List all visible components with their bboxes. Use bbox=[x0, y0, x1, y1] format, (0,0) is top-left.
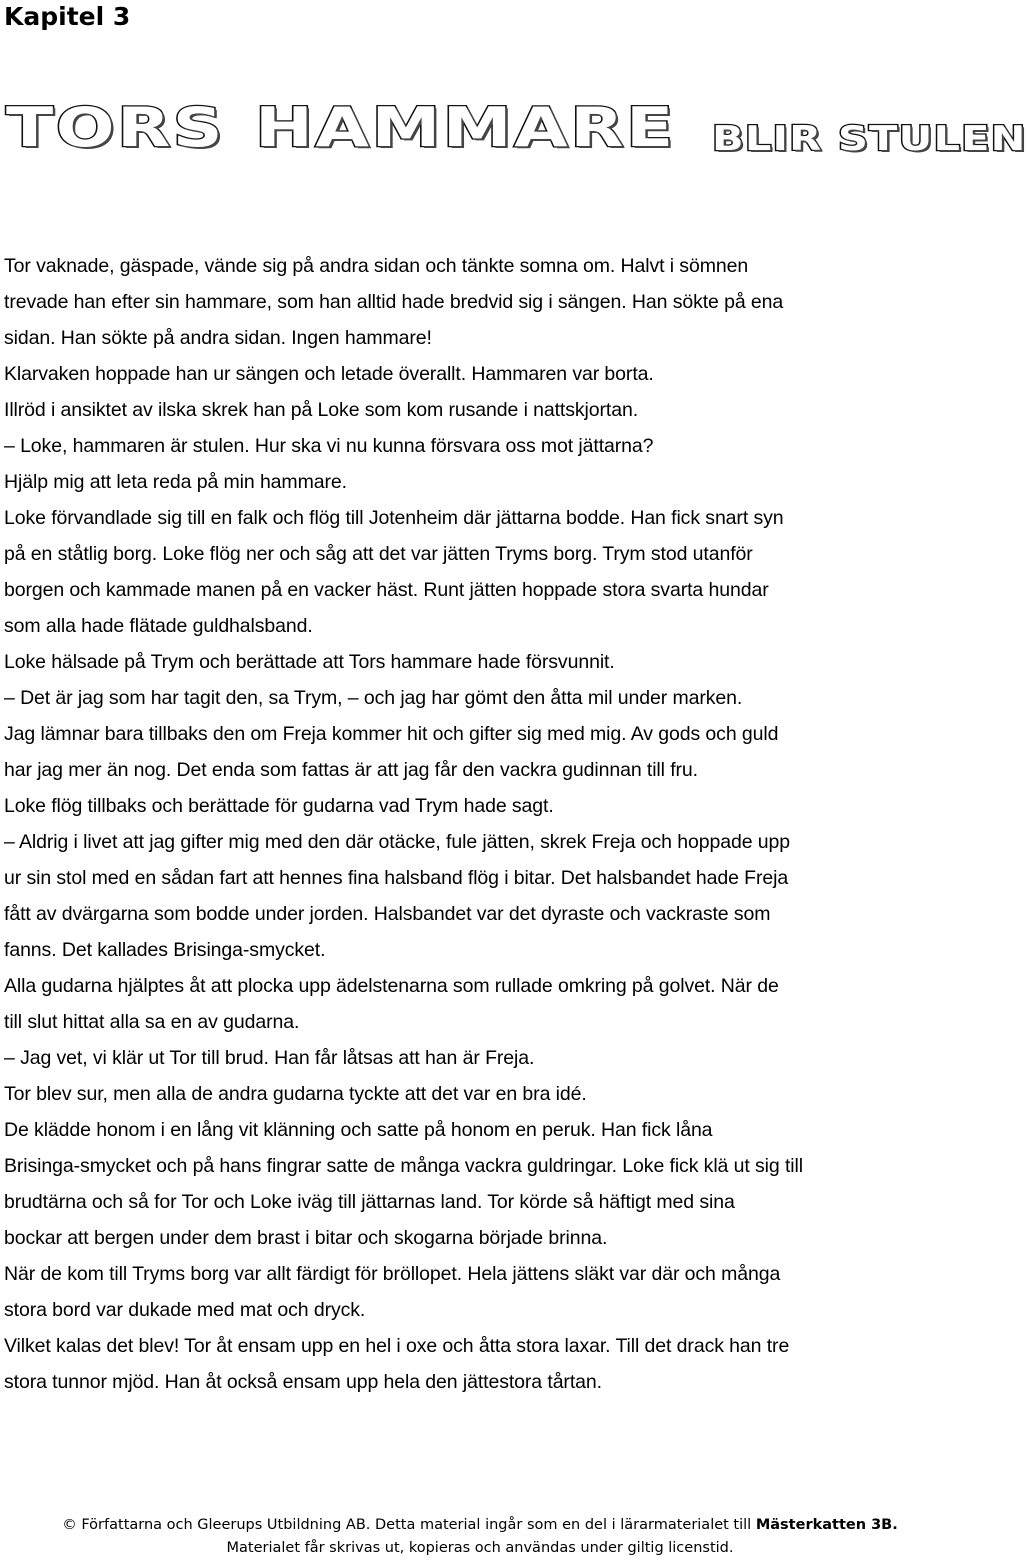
footer-copyright-text: © Författarna och Gleerups Utbildning AB. Detta material ingår som en del i lärarmaterialet till bbox=[62, 1517, 756, 1533]
story-title bbox=[6, 96, 1027, 176]
text-line: har jag mer än nog. Det enda som fattas är att jag får den vackra gudinnan till fru. bbox=[4, 759, 698, 781]
text-line: som alla hade flätade guldhalsband. bbox=[4, 615, 313, 637]
text-line: – Jag vet, vi klär ut Tor till brud. Han får låtsas att han är Freja. bbox=[4, 1047, 535, 1069]
text-line: Vilket kalas det blev! Tor åt ensam upp en hel i oxe och åtta stora laxar. Till det drack han tre bbox=[4, 1335, 790, 1357]
footer-line-2: Materialet får skrivas ut, kopieras och användas under giltig licenstid. bbox=[226, 1540, 734, 1556]
text-line: fanns. Det kallades Brisinga-smycket. bbox=[4, 939, 326, 961]
text-line: Klarvaken hoppade han ur sängen och letade överallt. Hammaren var borta. bbox=[4, 363, 654, 385]
title-word-tors: TORS bbox=[6, 96, 226, 159]
chapter-heading: Kapitel 3 bbox=[4, 2, 131, 31]
text-line: stora tunnor mjöd. Han åt också ensam upp hela den jättestora tårtan. bbox=[4, 1371, 602, 1393]
text-line: – Aldrig i livet att jag gifter mig med den där otäcke, fule jätten, skrek Freja och hoppade upp bbox=[4, 831, 791, 853]
text-line: sidan. Han sökte på andra sidan. Ingen hammare! bbox=[4, 327, 432, 349]
footer-product-name: Mästerkatten 3B. bbox=[755, 1517, 898, 1533]
text-line: Loke flög tillbaks och berättade för gudarna vad Trym hade sagt. bbox=[4, 795, 554, 817]
text-line: Alla gudarna hjälptes åt att plocka upp ädelstenarna som rullade omkring på golvet. När de bbox=[4, 975, 779, 997]
text-line: ur sin stol med en sådan fart att hennes fina halsband flög i bitar. Det halsbandet hade Freja bbox=[4, 867, 789, 889]
text-line: När de kom till Tryms borg var allt färdigt för bröllopet. Hela jättens släkt var där och många bbox=[4, 1263, 781, 1285]
text-line: brudtärna och så for Tor och Loke iväg till jättarnas land. Tor körde så häftigt med sina bbox=[4, 1191, 735, 1213]
title-subtitle: BLIR STULEN bbox=[711, 119, 1027, 159]
text-line: fått av dvärgarna som bodde under jorden. Halsbandet var det dyraste och vackraste som bbox=[4, 903, 771, 925]
story-body bbox=[4, 248, 956, 1400]
text-line: Brisinga-smycket och på hans fingrar satte de många vackra guldringar. Loke fick klä ut sig till bbox=[4, 1155, 803, 1177]
text-line: Jag lämnar bara tillbaks den om Freja kommer hit och gifter sig med mig. Av gods och guld bbox=[4, 723, 779, 745]
copyright-footer bbox=[0, 1514, 960, 1560]
text-line: Tor vaknade, gäspade, vände sig på andra sidan och tänkte somna om. Halvt i sömnen bbox=[4, 255, 749, 277]
text-line: borgen och kammade manen på en vacker häst. Runt jätten hoppade stora svarta hundar bbox=[4, 579, 769, 601]
text-line: – Loke, hammaren är stulen. Hur ska vi nu kunna försvara oss mot jättarna? bbox=[4, 435, 654, 457]
text-line: stora bord var dukade med mat och dryck. bbox=[4, 1299, 366, 1321]
text-line: till slut hittat alla sa en av gudarna. bbox=[4, 1011, 300, 1033]
text-line: – Det är jag som har tagit den, sa Trym, – och jag har gömt den åtta mil under marken. bbox=[4, 687, 743, 709]
text-line: trevade han efter sin hammare, som han alltid hade bredvid sig i sängen. Han sökte på ena bbox=[4, 291, 784, 313]
text-line: De klädde honom i en lång vit klänning och satte på honom en peruk. Han fick låna bbox=[4, 1119, 713, 1141]
title-word-hammare: HAMMARE bbox=[255, 96, 676, 159]
footer-line-1 bbox=[0, 1514, 960, 1537]
text-line: Illröd i ansiktet av ilska skrek han på Loke som kom rusande i nattskjortan. bbox=[4, 399, 639, 421]
text-line: Loke hälsade på Trym och berättade att Tors hammare hade försvunnit. bbox=[4, 651, 615, 673]
text-line: bockar att bergen under dem brast i bitar och skogarna började brinna. bbox=[4, 1227, 608, 1249]
text-line: Tor blev sur, men alla de andra gudarna tyckte att det var en bra idé. bbox=[4, 1083, 587, 1105]
text-line: Loke förvandlade sig till en falk och flög till Jotenheim där jättarna bodde. Han fick snart syn bbox=[4, 507, 784, 529]
text-line: på en ståtlig borg. Loke flög ner och såg att det var jätten Tryms borg. Trym stod utanför bbox=[4, 543, 753, 565]
text-line: Hjälp mig att leta reda på min hammare. bbox=[4, 471, 347, 493]
